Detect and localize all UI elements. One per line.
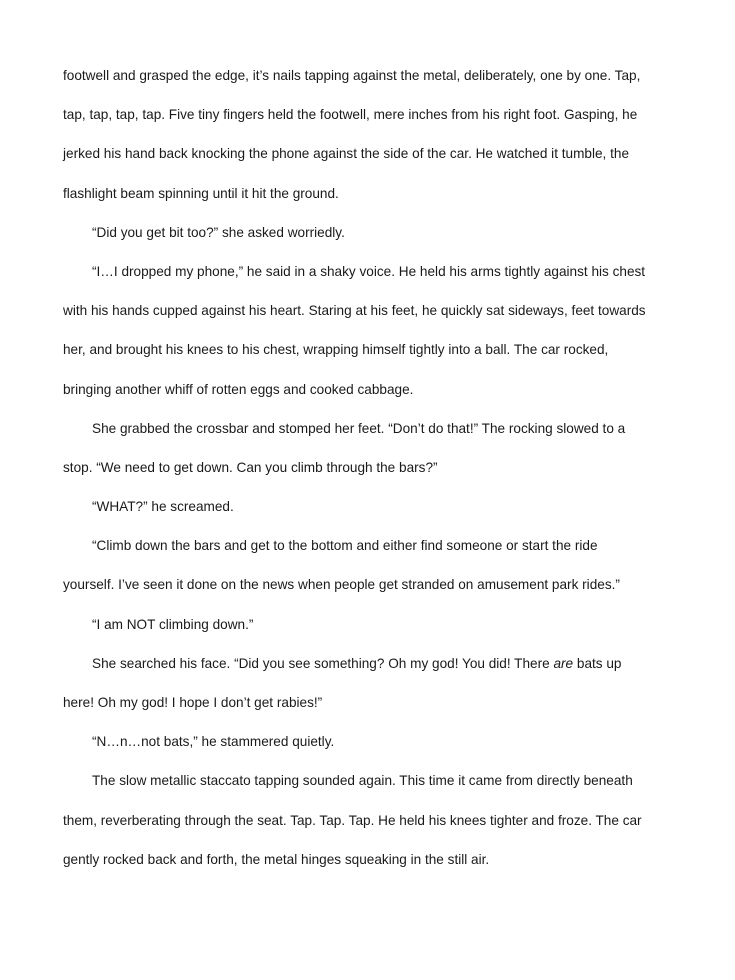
text-line: “WHAT?” he screamed. [92,499,234,515]
text-line [63,651,695,690]
text-line: “I…I dropped my phone,” he said in a shaky voice. He held his arms tightly against his chest [92,263,646,279]
text-line: footwell and grasped the edge, it’s nails tapping against the metal, deliberately, one by one. Tap, [63,68,641,83]
text-line: “I am NOT climbing down.” [92,616,254,632]
text-line: tap, tap, tap, tap. Five tiny fingers held the footwell, mere inches from his right foot. Gasping, he [63,107,638,123]
text-line: her, and brought his knees to his chest, wrapping himself tightly into a ball. The car rocked, [63,342,609,358]
text-span: She searched his face. “Did you see something? Oh my god! You did! There [92,655,554,671]
text-line: “Did you get bit too?” she asked worriedly. [92,224,345,240]
text-line: stop. “We need to get down. Can you climb through the bars?” [63,459,438,475]
text-line: jerked his hand back knocking the phone against the side of the car. He watched it tumble, the [63,146,630,162]
text-line: The slow metallic staccato tapping sounded again. This time it came from directly beneath [92,773,633,789]
text-span: bats up [573,655,622,671]
text-line: gently rocked back and forth, the metal hinges squeaking in the still air. [63,851,490,867]
text-line: yourself. I’ve seen it done on the news when people get stranded on amusement park rides.” [63,577,620,593]
emphasis-text: are [553,655,574,671]
text-line: here! Oh my god! I hope I don’t get rabies!” [63,695,323,710]
text-line: “Climb down the bars and get to the bottom and either find someone or start the ride [92,538,598,554]
text-line: with his hands cupped against his heart. Staring at his feet, he quickly sat sideways, feet towards [63,303,646,319]
text-line: them, reverberating through the seat. Tap. Tap. Tap. He held his knees tighter and froze. The car [63,812,642,828]
text-line: “N…n…not bats,” he stammered quietly. [92,734,335,750]
text-line: She grabbed the crossbar and stomped her feet. “Don’t do that!” The rocking slowed to a [92,420,626,436]
document-page [63,63,695,886]
text-line: flashlight beam spinning until it hit the ground. [63,185,339,201]
text-line: bringing another whiff of rotten eggs and cooked cabbage. [63,381,414,397]
